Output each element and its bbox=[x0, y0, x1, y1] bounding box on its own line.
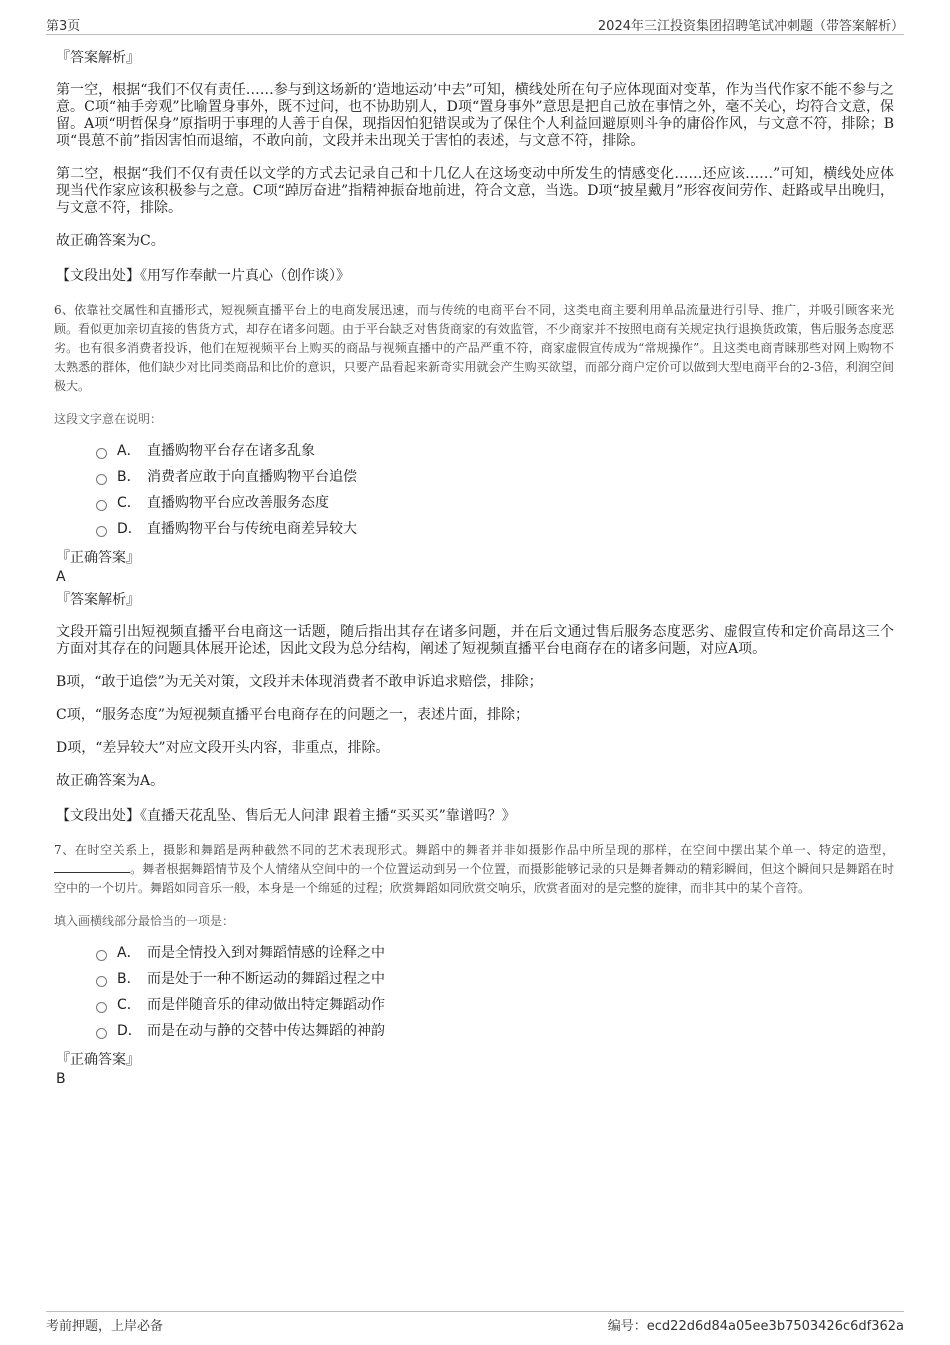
question-text: 。舞者根据舞蹈情节及个人情绪从空间中的一个位置运动到另一个位置，而摄影能够记录的只是舞者舞动的精彩瞬间，但这个瞬间只是舞蹈在时空中的一个切片。舞蹈如同音乐一般，本身是一个绵延的过程；欣赏舞蹈如同欣赏交响乐，欣赏者面对的是完整的旋律，而非其中的某个音符。 bbox=[54, 862, 894, 895]
option-b[interactable] bbox=[96, 966, 894, 992]
option-d[interactable] bbox=[96, 1018, 894, 1044]
question-number: 7、 bbox=[54, 843, 75, 857]
source-title: 《直播天花乱坠、售后无人问津 跟着主播“买买买”靠谱吗？》 bbox=[140, 808, 516, 824]
analysis-conclusion: 故正确答案为C。 bbox=[56, 233, 165, 249]
options-list bbox=[96, 438, 894, 542]
radio-button[interactable] bbox=[96, 448, 107, 459]
radio-button[interactable] bbox=[96, 976, 107, 987]
prev-question-analysis bbox=[56, 48, 894, 285]
option-letter: B． bbox=[117, 971, 141, 987]
option-a[interactable] bbox=[96, 438, 894, 464]
source-label: 【文段出处】 bbox=[56, 268, 140, 284]
question-prompt: 填入画横线部分最恰当的一项是： bbox=[54, 914, 235, 928]
option-c[interactable] bbox=[96, 490, 894, 516]
option-letter: C． bbox=[117, 495, 141, 511]
question-6 bbox=[56, 301, 894, 825]
analysis-label: 『答案解析』 bbox=[56, 50, 140, 66]
radio-button[interactable] bbox=[96, 526, 107, 537]
option-text: 而是全情投入到对舞蹈情感的诠释之中 bbox=[147, 945, 385, 961]
analysis-paragraph: B项，“敢于追偿”为无关对策，文段并未体现消费者不敢申诉追求赔偿，排除； bbox=[56, 674, 543, 690]
analysis-paragraph: C项，“服务态度”为短视频直播平台电商存在的问题之一，表述片面，排除； bbox=[56, 707, 530, 723]
correct-answer-label: 『正确答案』 bbox=[56, 550, 140, 566]
analysis-label: 『答案解析』 bbox=[56, 592, 140, 608]
footer-slogan: 考前押题，上岸必备 bbox=[46, 1319, 164, 1334]
code-value: ecd22d6d84a05ee3b7503426c6df362a bbox=[646, 1319, 904, 1334]
option-text: 直播购物平台与传统电商差异较大 bbox=[147, 521, 357, 537]
radio-button[interactable] bbox=[96, 1028, 107, 1039]
source-citation bbox=[56, 808, 894, 825]
document-code bbox=[608, 1315, 904, 1334]
page-footer bbox=[46, 1311, 904, 1332]
analysis-paragraph: D项，“差异较大”对应文段开头内容，非重点，排除。 bbox=[56, 740, 390, 756]
document-title: 2024年三江投资集团招聘笔试冲刺题（带答案解析） bbox=[597, 19, 904, 34]
option-letter: A． bbox=[117, 945, 141, 961]
correct-answer-label: 『正确答案』 bbox=[56, 1052, 140, 1068]
question-stem bbox=[54, 301, 894, 396]
question-text: 在时空关系上，摄影和舞蹈是两种截然不同的艺术表现形式。舞蹈中的舞者并非如摄影作品中所呈现的那样，在空间中摆出某个单一、特定的造型， bbox=[74, 843, 894, 857]
correct-answer: B bbox=[56, 1071, 66, 1087]
option-letter: B． bbox=[117, 469, 141, 485]
question-number: 6、 bbox=[54, 303, 75, 317]
analysis-paragraph: 文段开篇引出短视频直播平台电商这一话题，随后指出其存在诸多问题，并在后文通过售后服务态度恶劣、虚假宣传和定价高昂这三个方面对其存在的问题具体展开论述，因此文段为总分结构，阐述了短视频直播平台电商存在的诸多问题，对应A项。 bbox=[56, 624, 894, 657]
option-text: 直播购物平台应改善服务态度 bbox=[147, 495, 329, 511]
radio-button[interactable] bbox=[96, 1002, 107, 1013]
question-7 bbox=[56, 841, 894, 1088]
fill-in-blank bbox=[54, 860, 130, 873]
analysis-paragraph: 第二空，根据“我们不仅有责任以文学的方式去记录自己和十几亿人在这场变动中所发生的情感变化……还应该……”可知，横线处应体现当代作家应该积极参与之意。C项“踔厉奋进”指精神振奋地前进，符合文意，当选。D项“披星戴月”形容夜间劳作、赶路或早出晚归，与文意不符，排除。 bbox=[56, 166, 894, 216]
analysis-paragraph: 第一空，根据“我们不仅有责任……参与到这场新的‘造地运动’中去”可知，横线处所在句子应体现面对变革，作为当代作家不能不参与之意。C项“袖手旁观”比喻置身事外，既不过问，也不协助别人，D项“置身事外”意思是把自己放在事情之外，毫不关心，均符合文意，保留。A项“明哲保身”原指明于事理的人善于自保，现指因怕犯错误或为了保住个人利益回避原则斗争的庸俗作风，与文意不符，排除；B项“畏葸不前”指因害怕而退缩，不敢向前，文段并未出现关于害怕的表述，与文意不符，排除。 bbox=[56, 82, 894, 149]
source-citation bbox=[56, 268, 894, 285]
option-text: 直播购物平台存在诸多乱象 bbox=[147, 443, 315, 459]
question-prompt: 这段文字意在说明： bbox=[54, 412, 163, 426]
option-a[interactable] bbox=[96, 940, 894, 966]
option-text: 而是在动与静的交替中传达舞蹈的神韵 bbox=[147, 1023, 385, 1039]
page-number: 第3页 bbox=[46, 19, 81, 34]
analysis-conclusion: 故正确答案为A。 bbox=[56, 773, 165, 789]
code-label: 编号： bbox=[607, 1319, 647, 1334]
correct-answer: A bbox=[56, 569, 66, 585]
source-label: 【文段出处】 bbox=[56, 808, 140, 824]
option-text: 消费者应敢于向直播购物平台追偿 bbox=[147, 469, 357, 485]
radio-button[interactable] bbox=[96, 500, 107, 511]
option-text: 而是处于一种不断运动的舞蹈过程之中 bbox=[147, 971, 385, 987]
radio-button[interactable] bbox=[96, 474, 107, 485]
option-text: 而是伴随音乐的律动做出特定舞蹈动作 bbox=[147, 997, 385, 1013]
radio-button[interactable] bbox=[96, 950, 107, 961]
question-text: 依靠社交属性和直播形式，短视频直播平台上的电商发展迅速，而与传统的电商平台不同，这类电商主要利用单品流量进行引导、推广，并吸引顾客来光顾。看似更加亲切直接的售货方式，却存在诸多问题。由于平台缺乏对售货商家的有效监管，不少商家并不按照电商有关规定执行退换货政策，售后服务态度恶劣。也有很多消费者投诉，他们在短视频平台上购买的商品与视频直播中的产品严重不符，商家虚假宣传成为“常规操作”。且这类电商青睐那些对网上购物不太熟悉的群体，他们缺少对比同类商品和比价的意识，只要产品看起来新奇实用就会产生购买欲望，而部分商户定价可以做到大型电商平台的2-3倍，利润空间极大。 bbox=[54, 303, 895, 393]
option-letter: D． bbox=[117, 521, 142, 537]
options-list bbox=[96, 940, 894, 1044]
option-b[interactable] bbox=[96, 464, 894, 490]
page-content bbox=[56, 44, 894, 1090]
option-letter: A． bbox=[117, 443, 141, 459]
option-c[interactable] bbox=[96, 992, 894, 1018]
source-title: 《用写作奉献一片真心（创作谈）》 bbox=[140, 268, 350, 284]
option-d[interactable] bbox=[96, 516, 894, 542]
page-header bbox=[46, 14, 904, 35]
question-stem bbox=[54, 841, 894, 898]
option-letter: D． bbox=[117, 1023, 142, 1039]
option-letter: C． bbox=[117, 997, 141, 1013]
